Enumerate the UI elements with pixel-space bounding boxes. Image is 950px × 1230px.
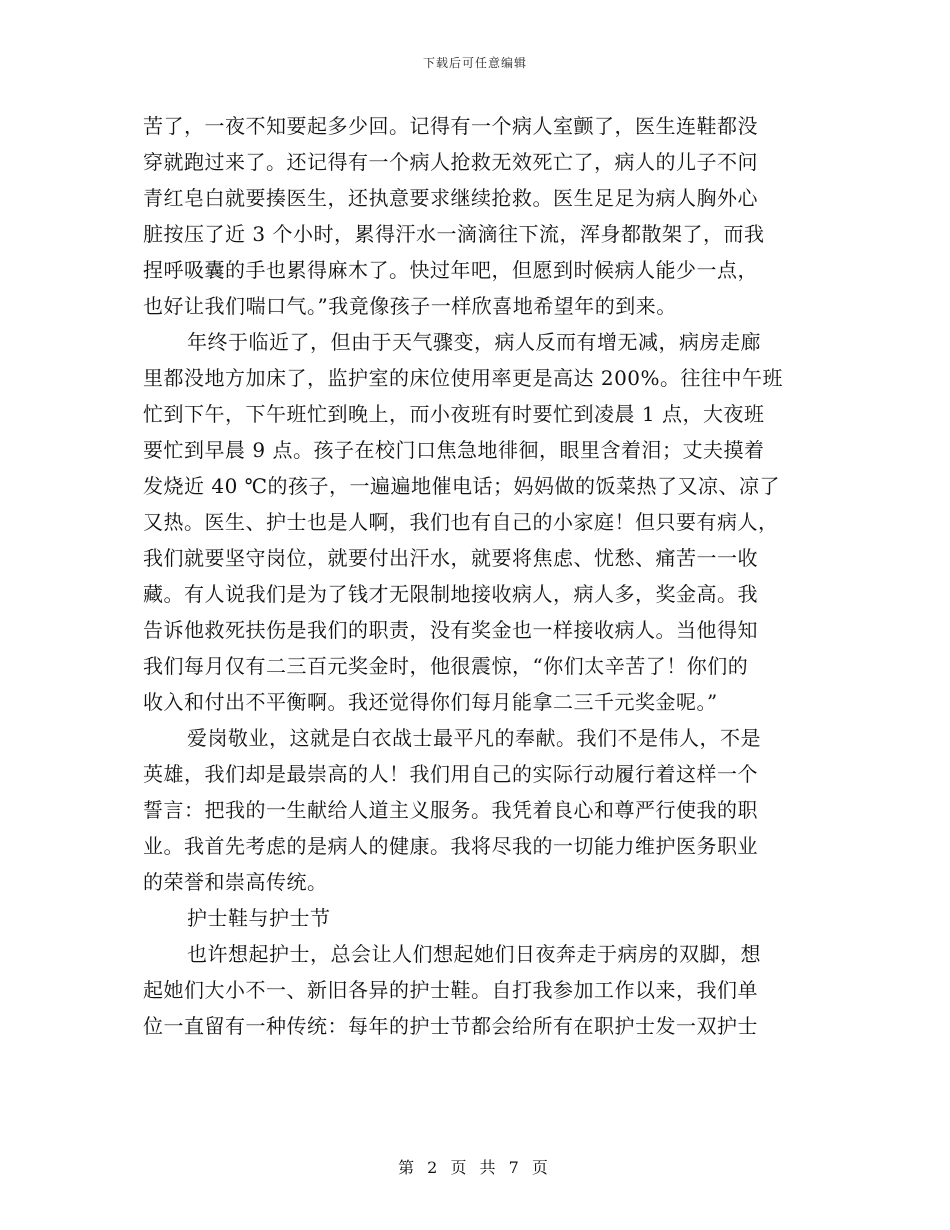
text-line: 要忙到早晨 9 点。孩子在校门口焦急地徘徊，眼里含着泪；丈夫摸着: [143, 438, 765, 462]
text-line: 爱岗敬业，这就是白衣战士最平凡的奉献。我们不是伟人，不是: [187, 726, 761, 750]
text-line: 脏按压了近 3 个小时，累得汗水一滴滴往下流，浑身都散架了，而我: [143, 222, 765, 246]
text-line: 年终于临近了，但由于天气骤变，病人反而有增无减，病房走廊: [187, 330, 761, 354]
text-line: 收入和付出不平衡啊。我还觉得你们每月能拿二三千元奖金呢。”: [143, 690, 718, 714]
text-line: 英雄，我们却是最崇高的人！我们用自己的实际行动履行着这样一个: [143, 762, 758, 786]
text-line: 我们就要坚守岗位，就要付出汗水，就要将焦虑、忧愁、痛苦一一收: [143, 546, 758, 570]
text-line: 也许想起护士，总会让人们想起她们日夜奔走于病房的双脚，想: [187, 942, 761, 966]
text-line: 发烧近 40 ℃的孩子，一遍遍地催电话；妈妈做的饭菜热了又凉、凉了: [143, 474, 781, 498]
text-line: 苦了，一夜不知要起多少回。记得有一个病人室颤了，医生连鞋都没: [143, 114, 758, 138]
text-line: 告诉他救死扶伤是我们的职责，没有奖金也一样接收病人。当他得知: [143, 618, 758, 642]
document-body: [143, 108, 805, 1044]
text-line: 业。我首先考虑的是病人的健康。我将尽我的一切能力维护医务职业: [143, 834, 758, 858]
text-line: 位一直留有一种传统：每年的护士节都会给所有在职护士发一双护士: [143, 1014, 758, 1038]
text-line: 起她们大小不一、新旧各异的护士鞋。自打我参加工作以来，我们单: [143, 978, 758, 1002]
text-line: 又热。医生、护士也是人啊，我们也有自己的小家庭！但只要有病人，: [143, 510, 779, 534]
text-line: 藏。有人说我们是为了钱才无限制地接收病人，病人多，奖金高。我: [143, 582, 758, 606]
text-line: 我们每月仅有二三百元奖金时，他很震惊，“你们太辛苦了！你们的: [143, 654, 749, 678]
text-line: 穿就跑过来了。还记得有一个病人抢救无效死亡了，病人的儿子不问: [143, 150, 758, 174]
text-line: 誓言：把我的一生献给人道主义服务。我凭着良心和尊严行使我的职: [143, 798, 758, 822]
text-line: 也好让我们喘口气。”我竟像孩子一样欣喜地希望年的到来。: [143, 294, 677, 318]
section-heading: 护士鞋与护士节: [187, 906, 331, 930]
text-line: 里都没地方加床了，监护室的床位使用率更是高达 200%。往往中午班: [143, 366, 784, 390]
page-footer: 第 2 页 共 7 页: [398, 1158, 552, 1177]
text-line: 的荣誉和崇高传统。: [143, 870, 328, 894]
text-line: 捏呼吸囊的手也累得麻木了。快过年吧，但愿到时候病人能少一点，: [143, 258, 758, 282]
text-line: 忙到下午，下午班忙到晚上，而小夜班有时要忙到凌晨 1 点，大夜班: [143, 402, 765, 426]
text-line: 青红皂白就要揍医生，还执意要求继续抢救。医生足足为病人胸外心: [143, 186, 758, 210]
page-header: 下载后可任意编辑: [422, 56, 527, 70]
